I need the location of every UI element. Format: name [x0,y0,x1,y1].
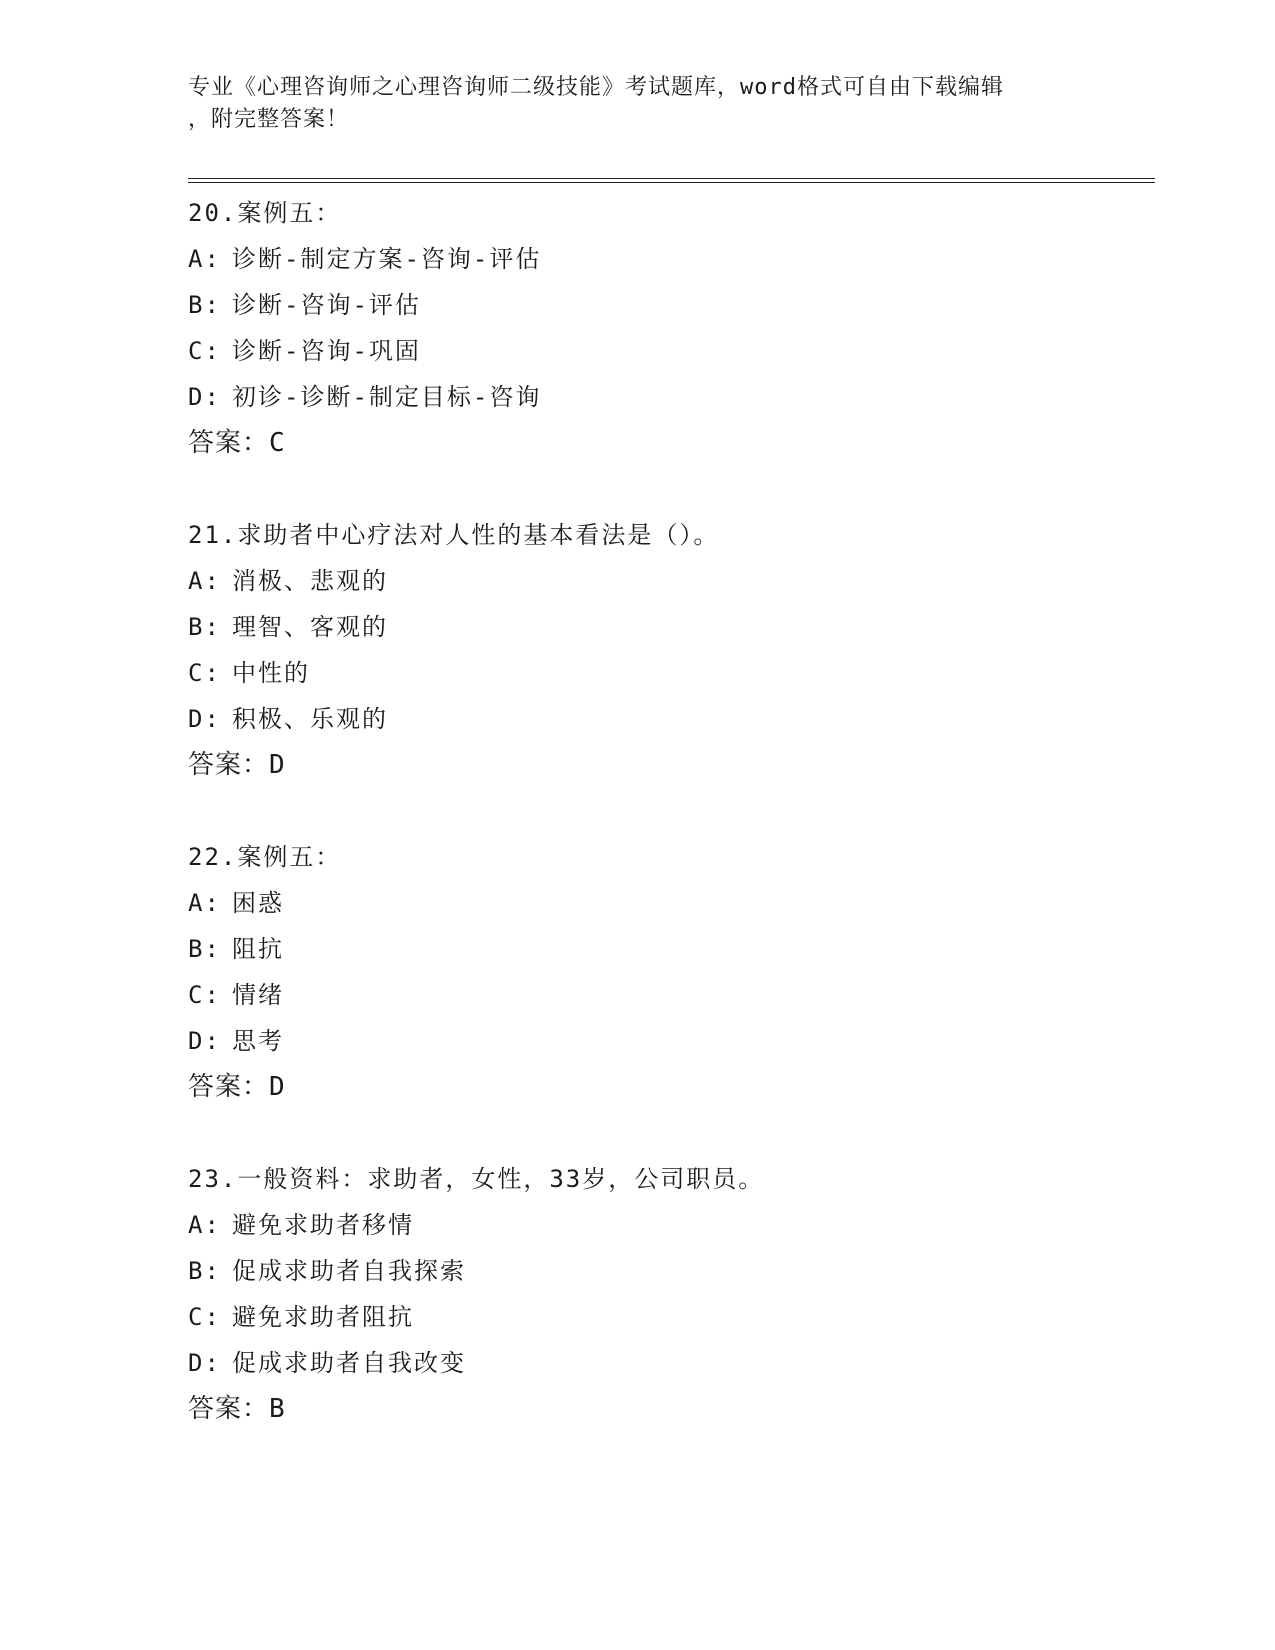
option-label: D: [188,1349,221,1377]
answer-label: 答案： [188,428,270,458]
option-label: B: [188,613,221,641]
option-label: B: [188,935,221,963]
option-c [188,650,1148,696]
option-d [188,1018,1148,1064]
option-a [188,880,1148,926]
answer-line [188,420,1148,466]
answer-value: C [269,428,286,458]
option-label: B: [188,1257,221,1285]
option-text: 情绪 [232,981,284,1009]
option-c [188,1294,1148,1340]
option-text: 阻抗 [232,935,284,963]
option-c [188,972,1148,1018]
option-text: 中性的 [232,659,310,687]
answer-value: D [269,1072,286,1102]
question-title: 22.案例五： [188,843,342,871]
option-text: 困惑 [232,889,284,917]
question-20 [188,190,1148,466]
answer-line [188,1386,1148,1432]
option-label: A: [188,245,221,273]
option-label: C: [188,1303,221,1331]
option-d [188,696,1148,742]
question-title: 21.求助者中心疗法对人性的基本看法是（）。 [188,521,720,549]
header-divider-top [188,178,1155,179]
option-text: 诊断-制定方案-咨询-评估 [232,245,542,273]
option-label: C: [188,659,221,687]
option-label: C: [188,981,221,1009]
option-c [188,328,1148,374]
question-title: 23.一般资料：求助者，女性，33岁，公司职员。 [188,1165,765,1193]
option-text: 初诊-诊断-制定目标-咨询 [232,383,542,411]
option-text: 促成求助者自我改变 [232,1349,466,1377]
option-text: 促成求助者自我探索 [232,1257,466,1285]
question-21 [188,512,1148,788]
header-divider-bottom [188,182,1155,183]
question-22 [188,834,1148,1110]
option-b [188,282,1148,328]
option-a [188,558,1148,604]
header-line-1: 专业《心理咨询师之心理咨询师二级技能》考试题库，word格式可自由下载编辑 [188,75,1004,100]
option-text: 理智、客观的 [232,613,388,641]
question-23 [188,1156,1148,1432]
option-d [188,1340,1148,1386]
option-text: 思考 [232,1027,284,1055]
header-line-2: ，附完整答案！ [188,107,350,132]
option-label: D: [188,383,221,411]
document-header [188,72,1088,136]
option-text: 诊断-咨询-巩固 [232,337,421,365]
answer-line [188,742,1148,788]
answer-label: 答案： [188,1394,270,1424]
option-a [188,236,1148,282]
answer-value: D [269,750,286,780]
option-label: A: [188,567,221,595]
option-label: C: [188,337,221,365]
option-label: D: [188,1027,221,1055]
option-text: 避免求助者移情 [232,1211,414,1239]
option-text: 避免求助者阻抗 [232,1303,414,1331]
option-b [188,1248,1148,1294]
option-label: A: [188,1211,221,1239]
question-title: 20.案例五： [188,199,342,227]
option-text: 诊断-咨询-评估 [232,291,421,319]
option-text: 积极、乐观的 [232,705,388,733]
answer-label: 答案： [188,750,270,780]
answer-value: B [269,1394,286,1424]
option-b [188,604,1148,650]
option-label: B: [188,291,221,319]
answer-label: 答案： [188,1072,270,1102]
option-text: 消极、悲观的 [232,567,388,595]
answer-line [188,1064,1148,1110]
option-b [188,926,1148,972]
option-label: A: [188,889,221,917]
question-list [188,190,1148,1478]
option-a [188,1202,1148,1248]
option-label: D: [188,705,221,733]
option-d [188,374,1148,420]
